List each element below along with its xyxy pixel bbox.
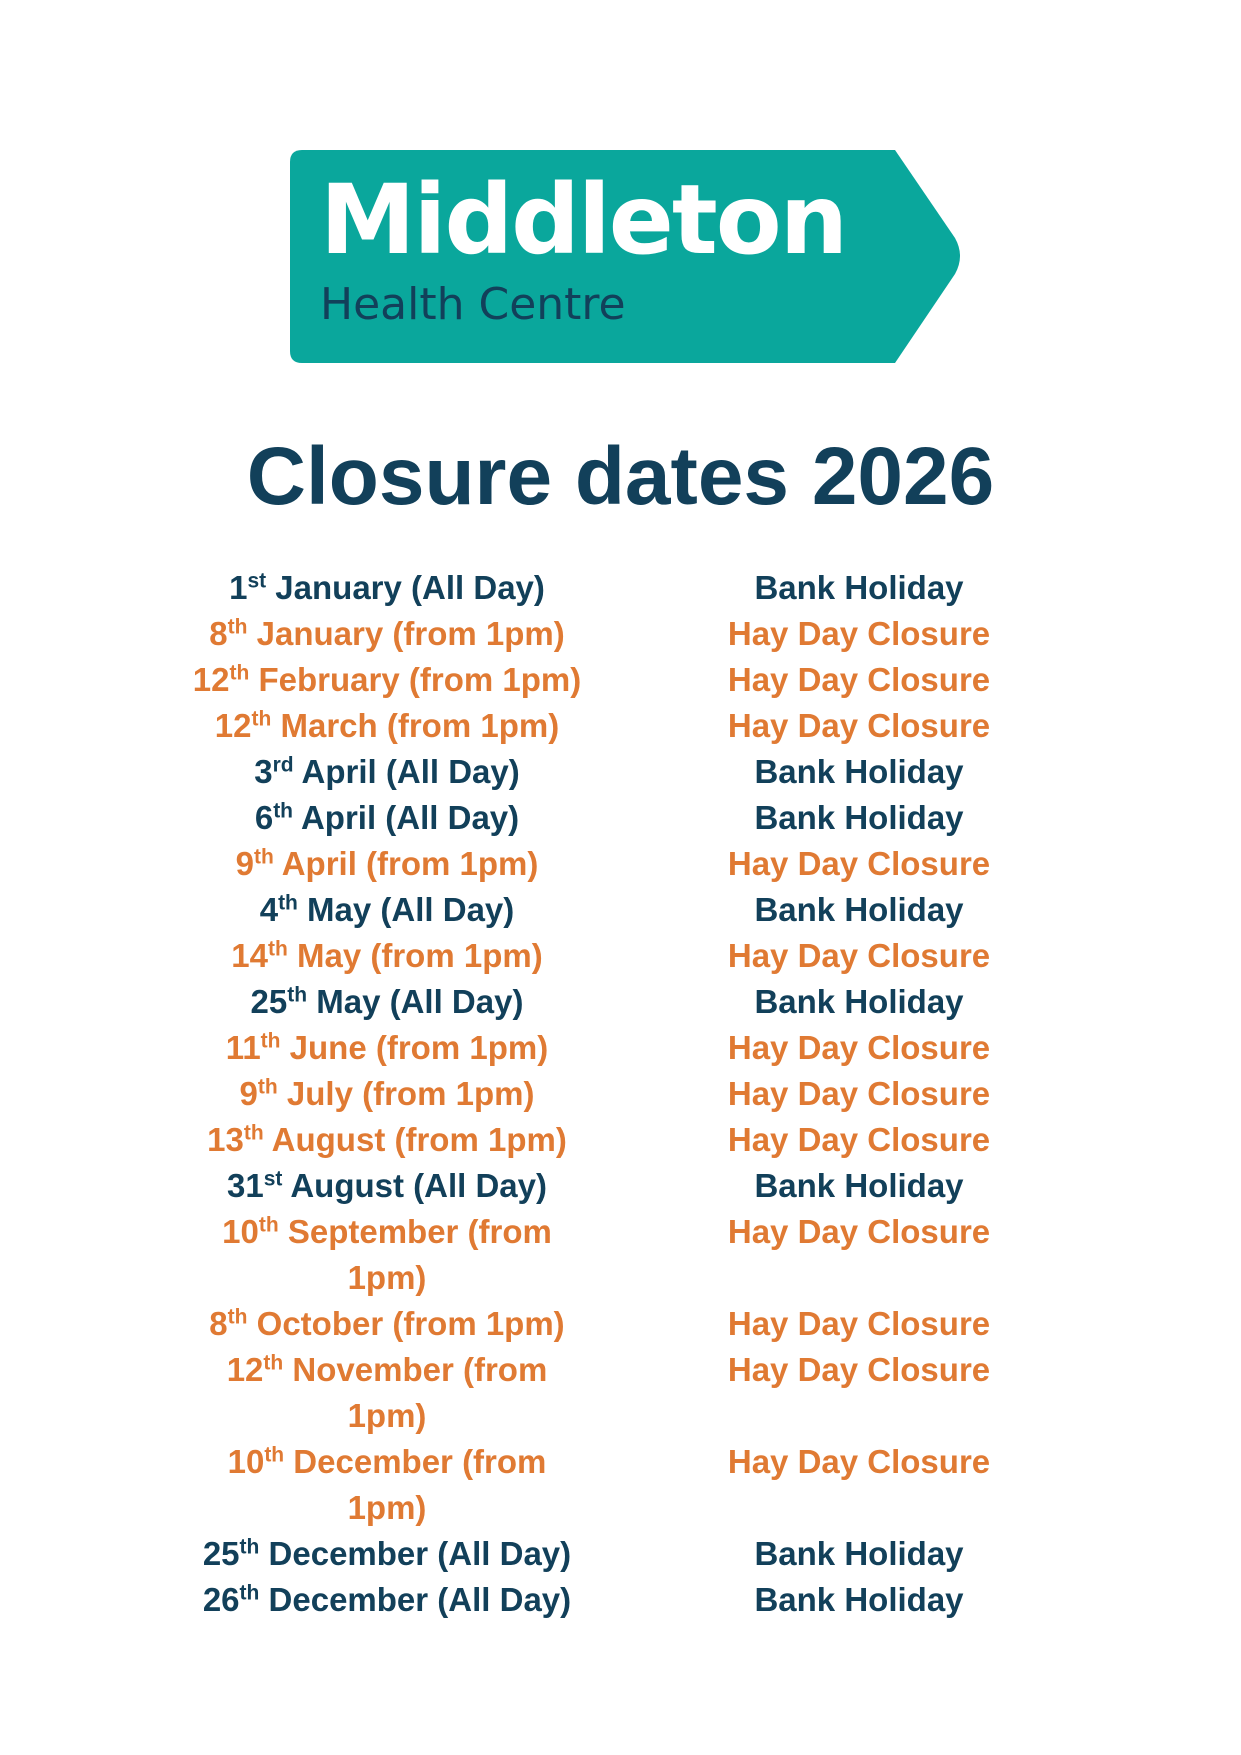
closure-date xyxy=(187,795,587,841)
closure-type: Bank Holiday xyxy=(754,799,964,836)
closure-date xyxy=(187,1117,587,1163)
closure-day: 8 xyxy=(209,1305,228,1342)
closure-date xyxy=(187,1025,587,1071)
closure-row xyxy=(0,1531,1241,1577)
closure-day-suffix: th xyxy=(253,845,274,869)
closure-row xyxy=(0,1439,1241,1531)
closure-day-suffix: th xyxy=(260,1029,281,1053)
closure-type: Hay Day Closure xyxy=(727,1443,991,1480)
closure-day: 3 xyxy=(254,753,273,790)
closure-type: Bank Holiday xyxy=(754,753,964,790)
closure-date-detail: October (from 1pm) xyxy=(247,1305,565,1342)
closure-type: Bank Holiday xyxy=(754,1535,964,1572)
closure-type: Bank Holiday xyxy=(754,983,964,1020)
closure-type: Hay Day Closure xyxy=(727,1213,991,1250)
closure-row xyxy=(0,887,1241,933)
logo-subtitle: Health Centre xyxy=(320,279,626,330)
closure-date xyxy=(187,1301,587,1347)
closure-type: Hay Day Closure xyxy=(727,845,991,882)
closure-type: Hay Day Closure xyxy=(727,615,991,652)
closure-day: 10 xyxy=(222,1213,259,1250)
closure-day-suffix: th xyxy=(229,661,250,685)
closure-date-detail: June (from 1pm) xyxy=(280,1029,549,1066)
closure-row xyxy=(0,979,1241,1025)
closure-day: 6 xyxy=(254,799,274,836)
closure-date xyxy=(187,703,587,749)
closure-date-detail: April (from 1pm) xyxy=(273,845,539,882)
closure-date-detail: December (All Day) xyxy=(259,1581,572,1618)
closure-day: 12 xyxy=(226,1351,264,1388)
page-title: Closure dates 2026 xyxy=(246,431,995,522)
closure-day-suffix: th xyxy=(257,1075,278,1099)
closure-date xyxy=(187,657,587,703)
closure-date-detail: May (from 1pm) xyxy=(287,937,543,974)
closure-row xyxy=(0,749,1241,795)
closure-date-detail: May (All Day) xyxy=(297,891,515,928)
closure-row xyxy=(0,565,1241,611)
closure-date xyxy=(187,1531,587,1577)
closure-date xyxy=(187,1577,587,1623)
closure-row xyxy=(0,1577,1241,1623)
closure-row xyxy=(0,1301,1241,1347)
closure-row xyxy=(0,703,1241,749)
closure-day-suffix: th xyxy=(251,707,272,731)
closure-row xyxy=(0,611,1241,657)
closure-row xyxy=(0,1347,1241,1439)
closure-date-detail: December (All Day) xyxy=(259,1535,572,1572)
logo-name: Middleton xyxy=(320,164,847,276)
closure-day-suffix: th xyxy=(227,615,248,639)
closure-date xyxy=(187,1439,587,1531)
closure-date-detail: November (from 1pm) xyxy=(283,1351,548,1434)
closure-day-suffix: th xyxy=(278,891,298,915)
closure-date xyxy=(187,611,587,657)
closure-date-detail: January (All Day) xyxy=(266,569,545,606)
closure-day: 8 xyxy=(209,615,228,652)
closure-type: Hay Day Closure xyxy=(727,1075,991,1112)
closure-date xyxy=(187,841,587,887)
closure-date-detail: August (All Day) xyxy=(282,1167,548,1204)
closure-type: Hay Day Closure xyxy=(727,1305,991,1342)
closure-day-suffix: th xyxy=(227,1305,248,1329)
closure-day: 14 xyxy=(231,937,268,974)
closure-list xyxy=(0,565,1241,1623)
closure-day-suffix: st xyxy=(247,569,267,593)
closure-row xyxy=(0,1163,1241,1209)
closure-date-detail: April (All Day) xyxy=(293,799,520,836)
closure-row xyxy=(0,1071,1241,1117)
closure-date xyxy=(187,933,587,979)
closure-type: Hay Day Closure xyxy=(727,1029,991,1066)
closure-row xyxy=(0,1025,1241,1071)
closure-date-detail: April (All Day) xyxy=(293,753,520,790)
closure-row xyxy=(0,795,1241,841)
closure-type: Hay Day Closure xyxy=(727,937,991,974)
closure-day: 1 xyxy=(229,569,248,606)
closure-day-suffix: th xyxy=(264,1443,285,1467)
closure-type: Hay Day Closure xyxy=(727,1121,991,1158)
closure-date xyxy=(187,749,587,795)
closure-date-detail: February (from 1pm) xyxy=(249,661,582,698)
closure-day: 25 xyxy=(202,1535,240,1572)
closure-row xyxy=(0,1117,1241,1163)
closure-type: Hay Day Closure xyxy=(727,707,991,744)
closure-day-suffix: st xyxy=(263,1167,283,1191)
closure-date xyxy=(187,1071,587,1117)
closure-day: 31 xyxy=(226,1167,264,1204)
closure-type: Bank Holiday xyxy=(754,1581,964,1618)
closure-day: 12 xyxy=(214,707,252,744)
closure-type: Hay Day Closure xyxy=(727,1351,991,1388)
closure-type: Hay Day Closure xyxy=(727,661,991,698)
closure-date xyxy=(187,887,587,933)
closure-row xyxy=(0,1209,1241,1301)
closure-day: 25 xyxy=(250,983,288,1020)
closure-day-suffix: th xyxy=(287,983,308,1007)
closure-day: 10 xyxy=(227,1443,265,1480)
closure-row xyxy=(0,841,1241,887)
closure-day-suffix: th xyxy=(239,1535,260,1559)
closure-day: 4 xyxy=(259,891,279,928)
closure-date-detail: July (from 1pm) xyxy=(277,1075,535,1112)
closure-day-suffix: th xyxy=(273,799,294,823)
closure-day-suffix: th xyxy=(239,1581,260,1605)
closure-type: Bank Holiday xyxy=(754,1167,964,1204)
closure-date-detail: March (from 1pm) xyxy=(271,707,560,744)
logo xyxy=(290,150,960,363)
closure-date xyxy=(187,1347,587,1439)
closure-day-suffix: th xyxy=(258,1213,279,1237)
closure-day: 26 xyxy=(202,1581,240,1618)
closure-day-suffix: th xyxy=(268,937,288,961)
closure-date xyxy=(187,979,587,1025)
closure-type: Bank Holiday xyxy=(754,569,964,606)
closure-type: Bank Holiday xyxy=(754,891,964,928)
closure-day: 9 xyxy=(235,845,254,882)
closure-row xyxy=(0,657,1241,703)
closure-date xyxy=(187,1163,587,1209)
closure-day-suffix: rd xyxy=(272,753,294,777)
closure-day-suffix: th xyxy=(243,1121,264,1145)
closure-date-detail: September (from 1pm) xyxy=(278,1213,552,1296)
closure-day: 11 xyxy=(225,1029,261,1066)
closure-date-detail: August (from 1pm) xyxy=(263,1121,567,1158)
closure-date-detail: May (All Day) xyxy=(307,983,524,1020)
closure-date-detail: December (from 1pm) xyxy=(284,1443,547,1526)
closure-day: 12 xyxy=(192,661,230,698)
closure-date xyxy=(187,1209,587,1301)
closure-row xyxy=(0,933,1241,979)
closure-date-detail: January (from 1pm) xyxy=(247,615,565,652)
closure-date xyxy=(187,565,587,611)
closure-day-suffix: th xyxy=(263,1351,284,1375)
closure-day: 13 xyxy=(207,1121,244,1158)
closure-day: 9 xyxy=(239,1075,258,1112)
